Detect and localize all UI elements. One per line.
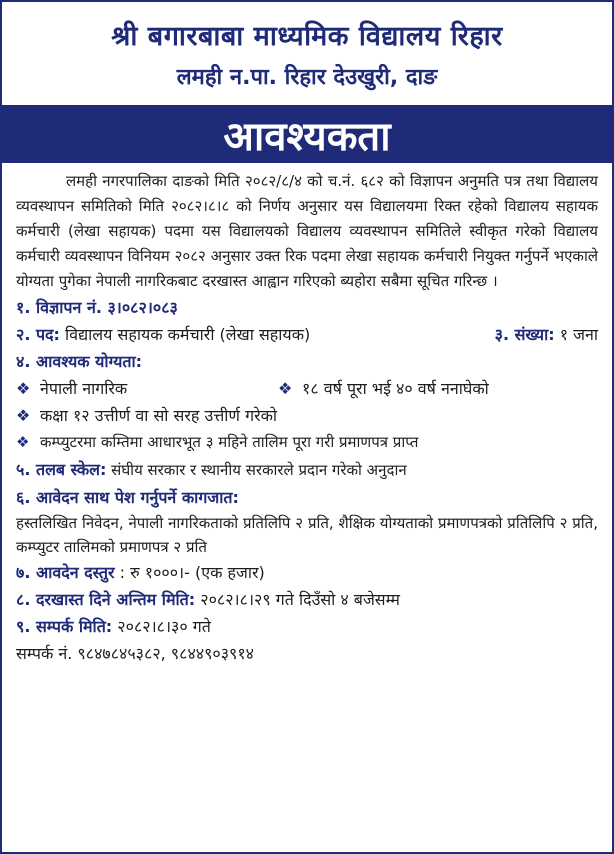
list-item: ❖ कक्षा १२ उत्तीर्ण वा सो सरह उत्तीर्ण गरेको <box>16 402 598 429</box>
school-address: लमही न.पा. रिहार देउखुरी, दाङ <box>176 65 438 90</box>
deadline-value: २०८२।८।२९ गते दिउँसो ४ बजेसम्म <box>195 590 400 609</box>
salary-label: ५. तलब स्केल: <box>16 460 107 479</box>
school-name: श्री बगारबाबा माध्यमिक विद्यालय रिहार <box>111 21 503 52</box>
item-fee <box>16 559 598 586</box>
intro-text: लमही नगरपालिका दाङको मिति २०८२/८/४ को च.नं. ६८२ को विज्ञापन अनुमति पत्र तथा विद्यालय व्यवस्थापन समितिको मिति २०८२।८।८ को निर्णय अनुसार यस विद्यालयमा रिक्त रहेको विद्यालय सहायक कर्मचारी (लेखा सहायक) पदमा यस विद्यालयको विद्यालय व्यवस्थापन समितिले स्वीकृत गरेको विद्यालय कर्मचारी व्यवस्थापन विनियम २०८२ अनुसार उक्त रिक पदमा लेखा सहायक कर्मचारी नियुक्त गर्नुपर्ने भएकाले योग्यता पुगेका नेपाली नागरिकबाट दरखास्त आह्वान गरिएको ब्यहोरा सबैमा सूचित गरिन्छ । <box>16 172 598 290</box>
item-qualification <box>16 348 598 375</box>
post-label: २. पद: <box>16 325 60 344</box>
diamond-bullet-icon: ❖ <box>16 406 31 425</box>
count-label: ३. संख्या: <box>494 325 555 344</box>
item-post <box>16 321 310 348</box>
item-count <box>495 321 598 348</box>
list-item: ❖ नेपाली नागरिक <box>16 375 278 402</box>
list-item: ❖ १८ वर्ष पूरा भई ४० वर्ष ननाघेको <box>278 375 489 402</box>
contact-number-text: सम्पर्क नं. ९८४७८४५३८२, ९८४४९०३९१४ <box>16 644 255 663</box>
list-item: ❖ कम्प्युटरमा कम्तिमा आधारभूत ३ महिने तालिम पूरा गरी प्रमाणपत्र प्राप्त <box>16 429 598 456</box>
notice-header <box>2 16 612 91</box>
diamond-bullet-icon: ❖ <box>16 379 31 398</box>
diamond-bullet-icon: ❖ <box>278 379 293 398</box>
contact-number <box>16 640 598 667</box>
item-documents <box>16 484 598 511</box>
ad-number-label: १. विज्ञापन नं. ३।०८२।०८३ <box>16 298 178 317</box>
qualification-label: ४. आवश्यक योग्यता: <box>16 352 143 371</box>
diamond-bullet-icon: ❖ <box>16 433 30 451</box>
documents-value: हस्तलिखित निवेदन, नेपाली नागरिकताको प्रतिलिपि २ प्रति, शैक्षिक योग्यताको प्रमाणपत्रको प्रतिलिपि २ प्रति, कम्प्युटर तालिमको प्रमाणपत्र २ प्रति <box>16 514 598 556</box>
post-value: विद्यालय सहायक कर्मचारी (लेखा सहायक) <box>59 325 311 344</box>
item-contact-date <box>16 613 598 640</box>
salary-value: संघीय सरकार र स्थानीय सरकारले प्रदान गरेको अनुदान <box>106 461 407 479</box>
qualification-bullets-row-1 <box>16 375 598 402</box>
fee-label: ७. आवदेन दस्तुर <box>16 563 115 582</box>
documents-label: ६. आवेदन साथ पेश गर्नुपर्ने कागजात: <box>16 488 239 507</box>
item-salary <box>16 456 598 484</box>
item-deadline <box>16 586 598 613</box>
item-ad-number <box>16 294 598 321</box>
notice-title: आवश्यकता <box>223 113 391 160</box>
notice-body <box>2 163 612 667</box>
notice-title-banner <box>2 105 612 163</box>
contact-date-label: ९. सम्पर्क मिति: <box>16 617 113 636</box>
contact-date-value: २०८२।८।३० गते <box>112 617 211 636</box>
item-post-row <box>16 321 598 348</box>
fee-value: : रु १०००।- (एक हजार) <box>114 563 265 582</box>
count-value: १ जना <box>554 325 598 344</box>
deadline-label: ८. दरखास्त दिने अन्तिम मिति: <box>16 590 196 609</box>
intro-paragraph <box>16 169 598 294</box>
